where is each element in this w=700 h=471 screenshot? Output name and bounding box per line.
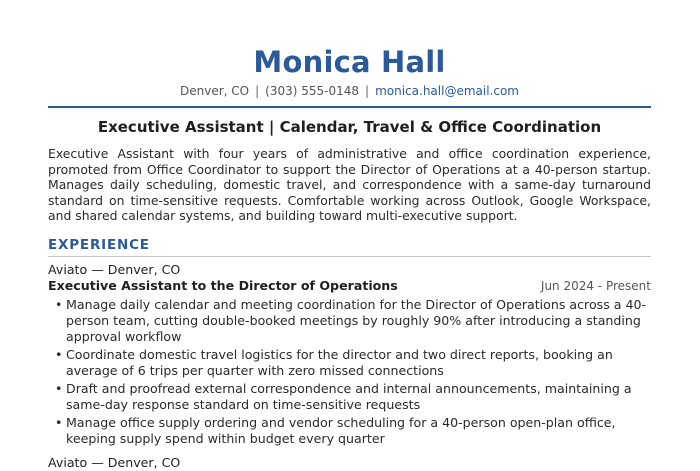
contact-separator: | [365,84,370,98]
job-dates: Jun 2024 - Present [540,279,651,293]
contact-line [48,83,651,99]
contact-location: Denver, CO [180,84,250,98]
contact-phone: (303) 555-0148 [265,84,360,98]
section-divider [48,256,651,257]
header-divider [48,106,651,108]
job-company: Aviato — Denver, CO [48,262,181,277]
bullet-text: Manage office supply ordering and vendor scheduling for a 40-person open-plan office, keeping supply spend within budget every quarter [66,415,616,447]
contact-separator: | [255,84,260,98]
list-item [48,381,651,413]
bullet-text: Manage daily calendar and meeting coordination for the Director of Operations across a 40-person team, cutting double-booked meetings by roughly 90% after introducing a standing approval workflow [66,297,647,345]
bullet-icon: • [55,347,63,363]
job-title: Executive Assistant to the Director of Operations [48,278,398,293]
resume-headline: Executive Assistant | Calendar, Travel & Office Coordination [97,118,602,136]
list-item [48,415,651,447]
professional-summary: Executive Assistant with four years of administrative and office coordination experience, promoted from Office Coordinator to support the Director of Operations at a 40-person startup. Manages daily scheduling, domestic travel, and correspondence with a same-day turnaround standard on time-sensitive requests. Comfortable working across Outlook, Google Workspace, and shared calendar systems, and building toward multi-executive support. [48,146,651,224]
bullet-icon: • [55,415,63,431]
list-item [48,347,651,379]
experience-section-title: EXPERIENCE [48,237,150,253]
bullet-icon: • [55,381,63,397]
bullet-text: Draft and proofread external correspondence and internal announcements, maintaining a same-day response standard on time-sensitive requests [66,381,632,413]
contact-email-link[interactable]: monica.hall@email.com [375,84,519,98]
list-item [48,297,651,346]
job-company: Aviato — Denver, CO [48,455,181,470]
bullet-text: Coordinate domestic travel logistics for the director and two direct reports, booking an average of 6 trips per quarter with zero missed connections [66,347,613,379]
job-role-row [48,278,651,294]
bullet-icon: • [55,297,63,312]
candidate-name: Monica Hall [253,45,446,79]
job-bullet-list [48,297,651,449]
